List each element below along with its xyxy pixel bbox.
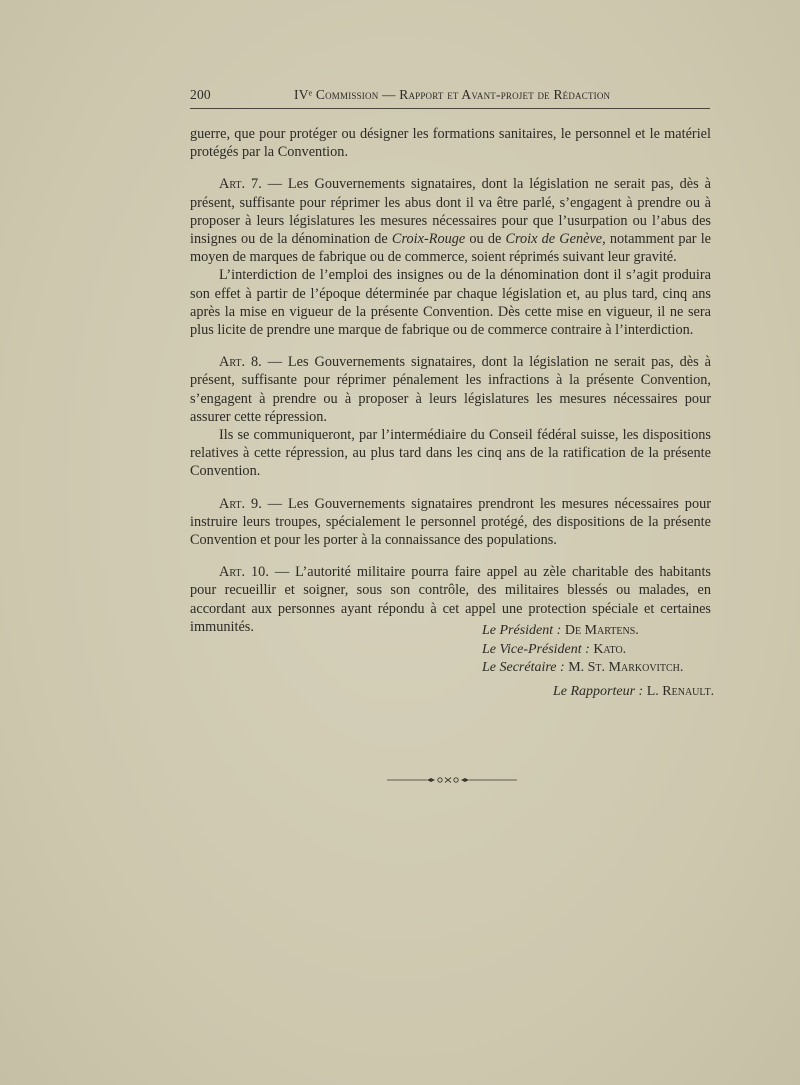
body-text — [190, 125, 711, 636]
running-title: IVᵉ Commission — Rapport et Avant-projet de Rédaction — [294, 87, 611, 102]
article-8-paragraph-2: Ils se communiqueront, par l’intermédiaire du Conseil fédéral suisse, les dispositions relatives à cette répression, au plus tard dans les cinq ans de la ratification de la présente Convention. — [190, 427, 711, 480]
end-ornament — [387, 776, 517, 784]
secretary-role: Le Secrétaire : — [482, 660, 565, 675]
article-7-paragraph-2: L’interdiction de l’emploi des insignes ou de la dénomination dont il s’agit produira son effet à partir de l’époque déterminée par chaque législation et, au plus tard, cinq ans après la mise en vigueur de la présente Convention. Dès cette mise en vigueur, il ne sera plus licite de prendre une marque de fabrique ou de commerce contraire à l’interdiction. — [190, 267, 711, 339]
article-8-paragraph-1 — [190, 353, 711, 426]
article-10-text: — L’autorité militaire pourra faire appel au zèle charitable des habitants pour recueillir et soigner, sous son contrôle, des militaires blessés ou malades, en accordant aux personnes ayant répondu à cet appel une protection spéciale et certaines immunités. — [190, 564, 711, 635]
vice-president-name: Kato. — [593, 642, 627, 657]
rapporteur-role: Le Rapporteur : — [553, 684, 644, 699]
signature-president — [482, 623, 639, 639]
paragraph-continuation: guerre, que pour protéger ou désigner les formations sanitaires, le personnel et le matériel protégés par la Convention. — [190, 126, 711, 161]
article-9-text: — Les Gouvernements signataires prendront les mesures nécessaires pour instruire leurs troupes, spécialement le personnel protégé, des dispositions de la présente Convention et pour les porter à la connaissance des populations. — [190, 495, 711, 549]
article-7-emphasis-2: Croix de Genève, — [505, 231, 606, 248]
article-7-text-b: ou de — [465, 231, 506, 248]
article-9-paragraph — [190, 495, 711, 550]
article-8-label: Art. 8. — [219, 354, 262, 371]
signature-rapporteur — [553, 684, 714, 700]
signature-vice-president — [482, 642, 626, 658]
article-10-label: Art. 10. — [219, 564, 269, 581]
signature-secretary — [482, 660, 683, 676]
article-9-label: Art. 9. — [219, 495, 262, 512]
rapporteur-name: L. Renault. — [646, 684, 715, 699]
article-8-text: — Les Gouvernements signataires, dont la législation ne serait pas, dès à présent, suffisante pour réprimer pénalement les infractions à la présente Convention, s’engagent à prendre ou à proposer à leurs législatures les mesures nécessaires pour assurer cette répression. — [190, 354, 711, 425]
header-rule — [190, 108, 710, 109]
article-7-label: Art. 7. — [219, 176, 262, 193]
article-7-text-a: — Les Gouvernements signataires, dont la législation ne serait pas, dès à présent, suffisante pour réprimer les abus dont il va être parlé, s’engagent à prendre ou à proposer à leurs législatures les mesures nécessaires pour que l’usurpation ou l’abus des insignes ou de la dénomination de — [190, 176, 711, 248]
page-number: 200 — [190, 87, 211, 102]
article-7-text-c: notamment par le moyen de marques de fabrique ou de commerce, soient réprimés suivant leur gravité. — [190, 231, 712, 266]
article-7-paragraph-1 — [190, 175, 711, 266]
vice-president-role: Le Vice-Président : — [482, 642, 590, 657]
president-name: De Martens. — [564, 623, 639, 638]
secretary-name: M. St. Markovitch. — [568, 660, 684, 675]
article-7-emphasis-1: Croix-Rouge — [391, 231, 466, 248]
president-role: Le Président : — [482, 623, 562, 638]
